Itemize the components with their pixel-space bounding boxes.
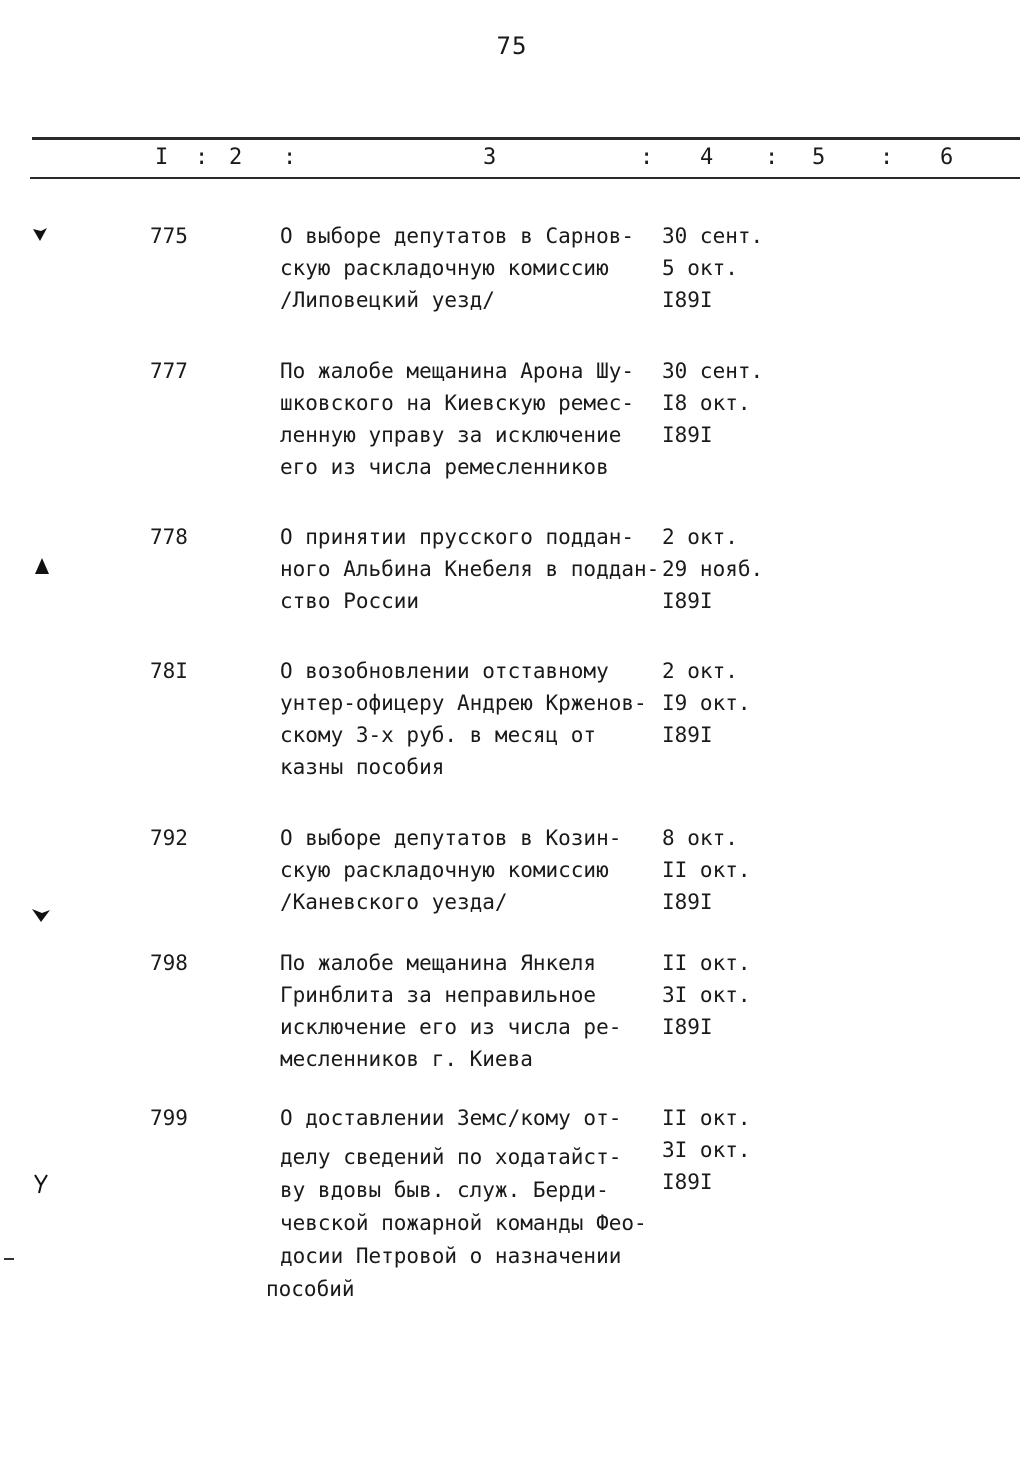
record-number: 799: [150, 1106, 188, 1130]
description-line: Гринблита за неправильное: [280, 983, 597, 1007]
record-number: 78I: [150, 659, 188, 683]
description-line: ленную управу за исключение: [280, 423, 622, 447]
description-line: месленников г. Киева: [280, 1047, 533, 1071]
date-start: 30 сент.: [662, 359, 764, 383]
date-end: 5 окт.: [662, 256, 738, 280]
record-dates: [662, 355, 763, 451]
date-start: 30 сент.: [662, 224, 764, 248]
record-dates: [662, 220, 763, 316]
description-line: По жалобе мещанина Янкеля: [280, 951, 597, 975]
date-start: II окт.: [662, 951, 751, 975]
margin-mark-icon: [30, 905, 52, 925]
column-separator: :: [880, 145, 894, 170]
description-line: О возобновлении отставному: [280, 659, 609, 683]
record-number: 775: [150, 224, 188, 248]
description-line: О доставлении Земс/кому от-: [280, 1106, 622, 1130]
date-year: I89I: [662, 288, 713, 312]
description-line: /Каневского уезда/: [280, 890, 508, 914]
description-line: шковского на Киевскую ремес-: [280, 391, 635, 415]
description-line: ство России: [280, 589, 420, 613]
header-rule-bottom: [30, 177, 1020, 179]
record-description: [280, 947, 660, 1075]
date-year: I89I: [662, 723, 713, 747]
record-dates: [662, 521, 763, 617]
description-line: ву вдовы быв. служ. Берди-: [280, 1178, 609, 1202]
date-start: 2 окт.: [662, 525, 738, 549]
margin-dash-mark: [4, 1258, 14, 1260]
record-dates: [662, 822, 751, 918]
description-line: пособий: [266, 1277, 355, 1301]
record-number: 777: [150, 359, 188, 383]
record-dates: [662, 947, 751, 1043]
record-description: [280, 822, 660, 918]
date-year: I89I: [662, 1170, 713, 1194]
record-number: 798: [150, 951, 188, 975]
record-description: [280, 355, 660, 483]
date-year: I89I: [662, 589, 713, 613]
record-number: 792: [150, 826, 188, 850]
description-line: его из числа ремесленников: [280, 455, 609, 479]
description-line: скую раскладочную комиссию: [280, 256, 609, 280]
column-separator: :: [283, 145, 297, 170]
record-description: [280, 655, 660, 783]
date-end: 3I окт.: [662, 1138, 751, 1162]
column-header-4: 4: [700, 145, 714, 170]
record-dates: [662, 655, 751, 751]
date-year: I89I: [662, 1015, 713, 1039]
column-header-row: [0, 145, 1024, 175]
description-line: О принятии прусского поддан-: [280, 525, 635, 549]
description-line: казны пособия: [280, 755, 445, 779]
description-line: О выборе депутатов в Сарнов-: [280, 224, 635, 248]
date-start: 2 окт.: [662, 659, 738, 683]
page-number: 75: [496, 32, 528, 60]
margin-mark-icon: [30, 225, 50, 245]
header-rule-top: [32, 137, 1020, 140]
record-description: [266, 1102, 660, 1306]
description-line: унтер-офицеру Андрею Крженов-: [280, 691, 647, 715]
description-line: /Липовецкий уезд/: [280, 288, 495, 312]
column-header-1: I: [155, 145, 169, 170]
date-start: II окт.: [662, 1106, 751, 1130]
description-line: скую раскладочную комиссию: [280, 858, 609, 882]
margin-mark-icon: [32, 1172, 50, 1196]
record-description: [280, 220, 660, 316]
column-header-3: 3: [483, 145, 497, 170]
description-line: исключение его из числа ре-: [280, 1015, 622, 1039]
description-line: чевской пожарной команды Фео-: [280, 1211, 647, 1235]
date-end: 3I окт.: [662, 983, 751, 1007]
column-header-5: 5: [812, 145, 826, 170]
margin-mark-icon: [32, 556, 52, 578]
column-separator: :: [640, 145, 654, 170]
column-separator: :: [765, 145, 779, 170]
date-year: I89I: [662, 890, 713, 914]
date-end: II окт.: [662, 858, 751, 882]
description-line: ного Альбина Кнебеля в поддан-: [280, 557, 660, 581]
description-line: По жалобе мещанина Арона Шу-: [280, 359, 635, 383]
column-header-2: 2: [229, 145, 243, 170]
description-line: делу сведений по ходатайст-: [280, 1145, 622, 1169]
description-line: скому 3-х руб. в месяц от: [280, 723, 597, 747]
record-dates: [662, 1102, 751, 1198]
column-header-6: 6: [940, 145, 954, 170]
date-end: 29 нояб.: [662, 557, 764, 581]
date-end: I8 окт.: [662, 391, 751, 415]
date-start: 8 окт.: [662, 826, 738, 850]
record-number: 778: [150, 525, 188, 549]
description-line: О выборе депутатов в Козин-: [280, 826, 622, 850]
record-description: [280, 521, 660, 617]
date-end: I9 окт.: [662, 691, 751, 715]
date-year: I89I: [662, 423, 713, 447]
description-line: досии Петровой о назначении: [280, 1244, 622, 1268]
column-separator: :: [195, 145, 209, 170]
